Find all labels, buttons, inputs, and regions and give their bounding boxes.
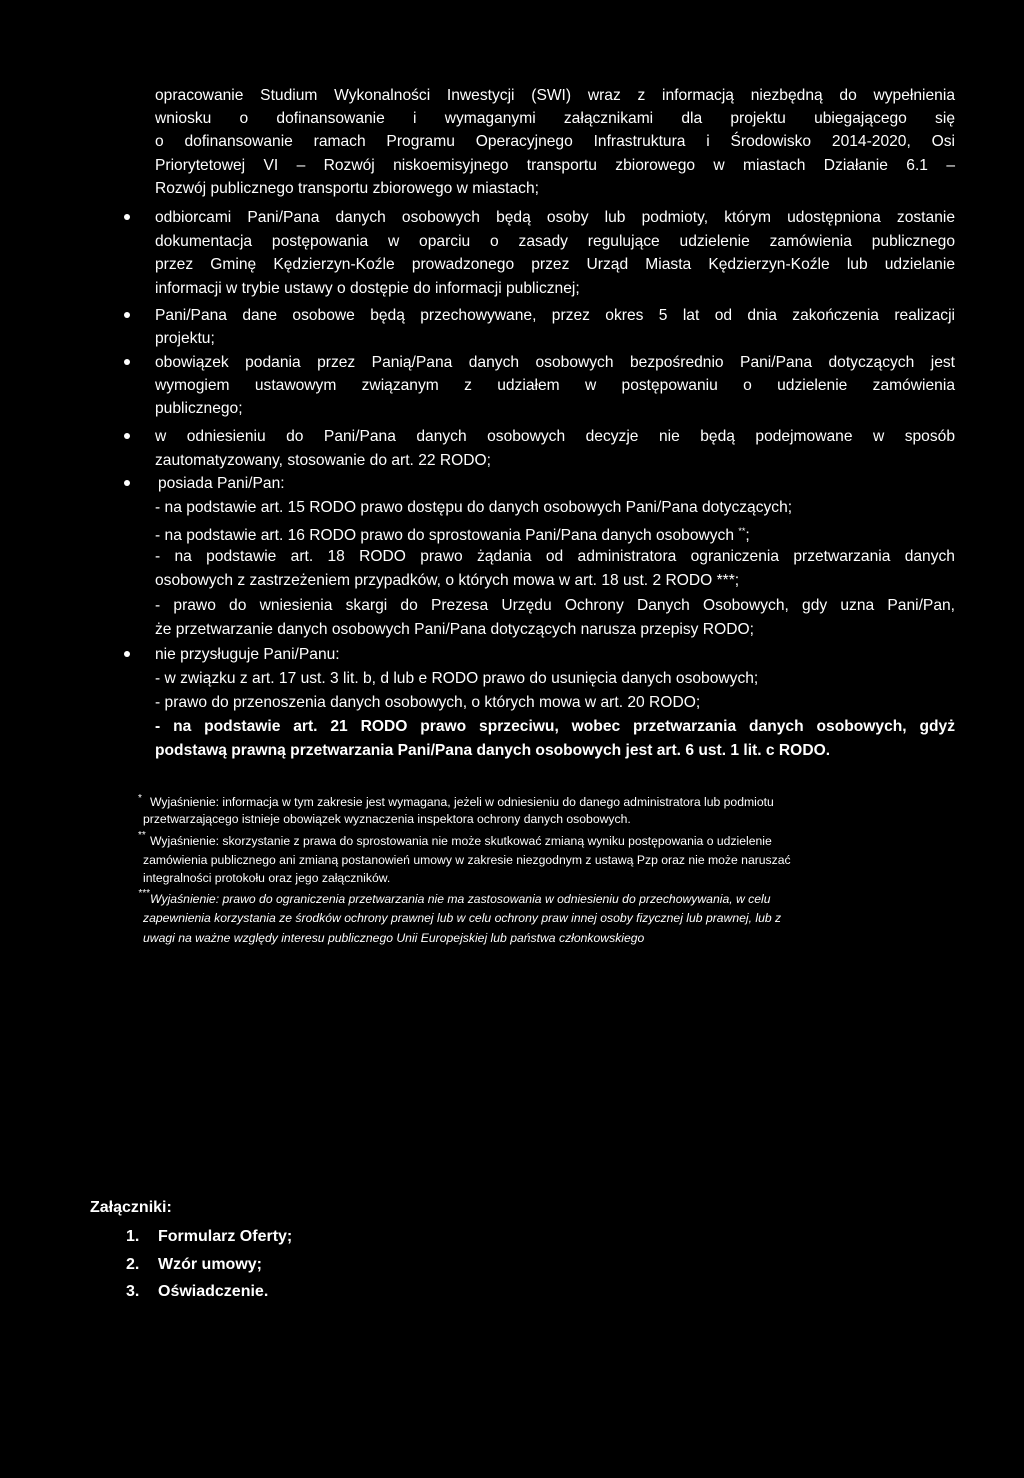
intro-line: o dofinansowanie ramach Programu Operacyjnego Infrastruktura i Środowisko 2014-2020, Osi (155, 133, 955, 150)
retention-line: projektu; (155, 330, 215, 347)
bullet-icon (124, 480, 130, 486)
no-rights-line: - w związku z art. 17 ust. 3 lit. b, d lub e RODO prawo do usunięcia danych osobowych; (155, 670, 759, 687)
footnote-marker: ** (138, 830, 146, 841)
footnote-marker: * (138, 793, 142, 804)
rights-heading: posiada Pani/Pan: (158, 475, 285, 492)
attachment-label: Oświadczenie. (158, 1283, 269, 1300)
rights-line-text: - na podstawie art. 16 RODO prawo do sprostowania Pani/Pana danych osobowych (155, 527, 735, 545)
attachment-label: Formularz Oferty; (158, 1228, 293, 1245)
no-rights-line: podstawą prawną przetwarzania Pani/Pana danych osobowych jest art. 6 ust. 1 lit. c RODO. (155, 742, 831, 759)
attachment-number: 2. (126, 1256, 140, 1273)
recipients-line: dokumentacja postępowania w oparciu o zasady regulujące udzielenie zamówienia publicznego (155, 233, 955, 250)
automation-line: zautomatyzowany, stosowanie do art. 22 RODO; (155, 452, 491, 469)
recipients-line: odbiorcami Pani/Pana danych osobowych będą osoby lub podmioty, którym udostępniona zostanie (155, 209, 955, 226)
attachment-number: 1. (126, 1228, 140, 1245)
footnote-line: zapewnienia korzystania ze środków ochrony prawnej lub w celu ochrony praw innej osoby fizycznej lub prawnej, lub z (143, 911, 782, 925)
intro-line: wniosku o dofinansowanie i wymaganymi załącznikami dla projektu ubiegającego się (155, 110, 955, 127)
attachment-item (126, 1283, 268, 1301)
attachment-label: Wzór umowy; (158, 1256, 262, 1273)
intro-line: opracowanie Studium Wykonalności Inwestycji (SWI) wraz z informacją niezbędną do wypełnienia (155, 87, 955, 104)
rights-line: - na podstawie art. 18 RODO prawo żądania od administratora ograniczenia przetwarzania danych (155, 548, 955, 565)
footnote-line: Wyjaśnienie: prawo do ograniczenia przetwarzania nie ma zastosowania w odniesieniu do przechowywania, w celu (150, 892, 771, 906)
footnote-line: integralności protokołu oraz jego załączników. (143, 871, 391, 885)
bullet-icon (124, 433, 130, 439)
obligation-line: publicznego; (155, 400, 243, 417)
rights-line: - prawo do wniesienia skargi do Prezesa Urzędu Ochrony Danych Osobowych, gdy uzna Pani/Pan, (155, 597, 955, 614)
no-rights-line: - prawo do przenoszenia danych osobowych, o których mowa w art. 20 RODO; (155, 694, 701, 711)
rights-line: - na podstawie art. 15 RODO prawo dostępu do danych osobowych Pani/Pana dotyczących; (155, 499, 793, 516)
retention-line: Pani/Pana dane osobowe będą przechowywane, przez okres 5 lat od dnia zakończenia realizacji (155, 307, 955, 324)
bullet-icon (124, 214, 130, 220)
obligation-line: wymogiem ustawowym związanym z udziałem w postępowaniu o udzielenie zamówienia (155, 377, 955, 394)
attachment-item (126, 1256, 262, 1274)
intro-line: Rozwój publicznego transportu zbiorowego w miastach; (155, 180, 539, 197)
intro-line: Priorytetowej VI – Rozwój niskoemisyjnego transportu zbiorowego w miastach Działanie 6.1 – (155, 157, 955, 174)
obligation-line: obowiązek podania przez Panią/Pana danych osobowych bezpośrednio Pani/Pana dotyczących jest (155, 354, 955, 371)
bullet-icon (124, 651, 130, 657)
footnote-line: przetwarzającego istnieje obowiązek wyznaczenia inspektora ochrony danych osobowych. (143, 812, 631, 826)
attachment-number: 3. (126, 1283, 140, 1300)
recipients-line: informacji w trybie ustawy o dostępie do informacji publicznej; (155, 280, 580, 297)
rights-line (155, 520, 955, 547)
footnote-line: Wyjaśnienie: skorzystanie z prawa do sprostowania nie może skutkować zmianą wyniku postępowania o udzielenie (150, 834, 772, 848)
rights-line: że przetwarzanie danych osobowych Pani/Pana dotyczących narusza przepisy RODO; (155, 621, 754, 638)
no-rights-heading: nie przysługuje Pani/Panu: (155, 646, 340, 663)
footnote-line: zamówienia publicznego ani zmianą postanowień umowy w zakresie niezgodnym z ustawą Pzp oraz nie może naruszać (143, 853, 791, 867)
attachments-title: Załączniki: (90, 1199, 172, 1216)
footnote-marker: *** (138, 888, 150, 899)
bullet-icon (124, 312, 130, 318)
attachment-item (126, 1228, 292, 1246)
footnote-marker: ** (738, 526, 746, 536)
no-rights-line: - na podstawie art. 21 RODO prawo sprzeciwu, wobec przetwarzania danych osobowych, gdyż (155, 718, 955, 735)
footnote-line: uwagi na ważne względy interesu publicznego Unii Europejskiej lub państwa członkowskiego (143, 931, 645, 945)
rights-line-end: ; (745, 527, 750, 545)
rights-line: osobowych z zastrzeżeniem przypadków, o których mowa w art. 18 ust. 2 RODO ***; (155, 572, 740, 589)
recipients-line: przez Gminę Kędzierzyn-Koźle prowadzonego przez Urząd Miasta Kędzierzyn-Koźle lub udzielanie (155, 256, 955, 273)
automation-line: w odniesieniu do Pani/Pana danych osobowych decyzje nie będą podejmowane w sposób (155, 428, 955, 445)
footnote-line: Wyjaśnienie: informacja w tym zakresie jest wymagana, jeżeli w odniesieniu do danego administratora lub podmiotu (150, 795, 774, 809)
bullet-icon (124, 359, 130, 365)
